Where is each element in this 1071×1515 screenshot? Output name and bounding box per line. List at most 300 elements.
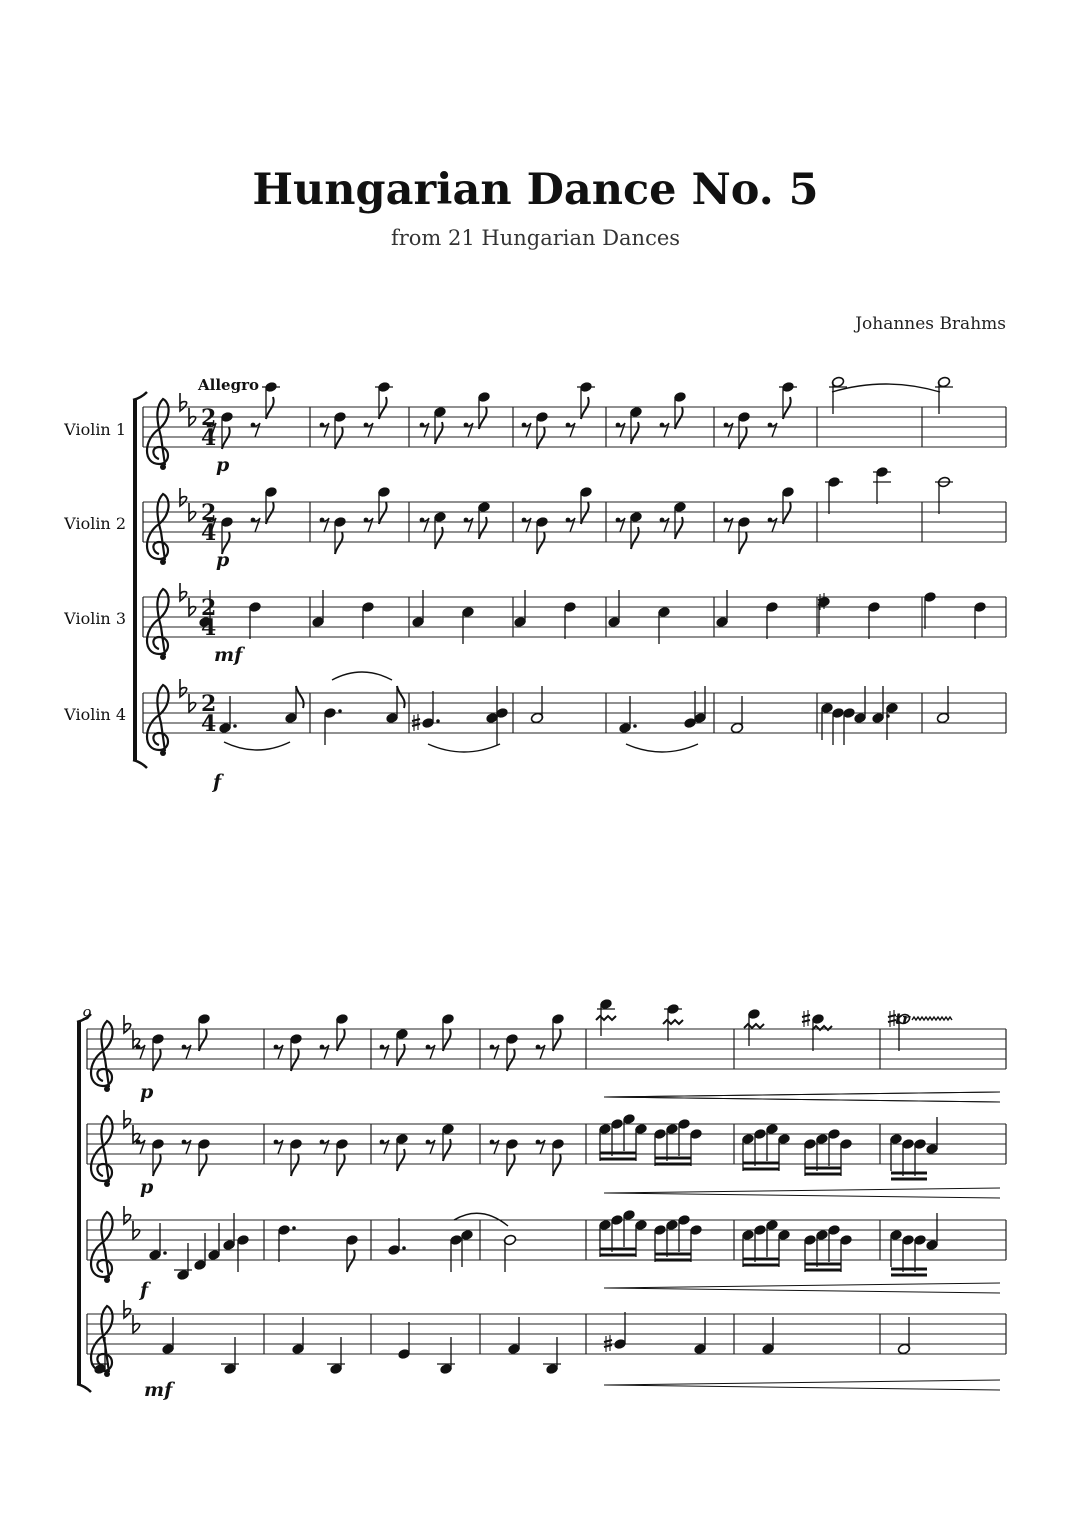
note xyxy=(827,1224,840,1262)
eighth-rest xyxy=(768,518,777,532)
eighth-rest xyxy=(426,1045,435,1059)
system-bracket-hook xyxy=(77,1014,91,1022)
eighth-rest xyxy=(320,518,329,532)
note xyxy=(535,516,548,554)
flag xyxy=(266,397,274,419)
note xyxy=(503,1234,516,1272)
note xyxy=(345,1234,358,1272)
note xyxy=(935,376,953,414)
sharp-stroke xyxy=(802,1015,810,1017)
time-signature-bottom: 4 xyxy=(201,425,217,451)
note xyxy=(973,601,986,639)
dynamic-marking: p xyxy=(140,1081,154,1103)
dynamic-marking: p xyxy=(216,549,230,571)
treble-clef-dot xyxy=(104,1371,110,1377)
time-signature-bottom: 4 xyxy=(201,520,217,546)
note xyxy=(221,1337,239,1375)
flat-sign xyxy=(124,1206,131,1224)
note xyxy=(505,1033,518,1071)
note xyxy=(622,1209,635,1247)
treble-clef-path xyxy=(147,494,169,560)
sharp-stroke xyxy=(802,1020,810,1022)
note xyxy=(441,1013,454,1051)
note xyxy=(236,1234,249,1272)
note xyxy=(311,590,324,628)
note xyxy=(262,381,280,419)
flag xyxy=(337,1029,345,1051)
note xyxy=(653,1128,666,1166)
note xyxy=(495,707,508,745)
note xyxy=(598,1123,611,1161)
treble-clef-path xyxy=(91,1116,113,1182)
note xyxy=(677,1214,690,1252)
flat-sign xyxy=(189,598,196,616)
note xyxy=(761,1317,774,1355)
note xyxy=(433,511,446,549)
eighth-rest xyxy=(182,1045,191,1059)
note xyxy=(248,601,261,639)
eighth-rest xyxy=(420,518,429,532)
time-signature-bottom: 4 xyxy=(201,711,217,737)
treble-clef-path xyxy=(91,1021,113,1087)
flag xyxy=(783,502,791,524)
augmentation-dot xyxy=(233,724,237,728)
note xyxy=(477,391,490,429)
eighth-rest xyxy=(274,1045,283,1059)
note xyxy=(842,707,855,745)
flag xyxy=(675,407,683,429)
note xyxy=(925,1117,938,1155)
sharp-stroke xyxy=(412,719,420,721)
note xyxy=(535,411,548,449)
note xyxy=(673,501,686,539)
crescendo-hairpin xyxy=(604,1380,1000,1385)
note xyxy=(613,1312,626,1350)
note xyxy=(161,1317,174,1355)
note xyxy=(563,601,576,639)
augmentation-dot xyxy=(292,1226,296,1230)
notation-marks xyxy=(91,376,1000,1390)
augmentation-dot xyxy=(633,724,637,728)
note xyxy=(207,1223,220,1261)
dynamic-marking: p xyxy=(140,1176,154,1198)
note xyxy=(913,1234,926,1272)
flag xyxy=(507,1154,515,1176)
note xyxy=(820,702,833,740)
note xyxy=(781,486,794,524)
note xyxy=(551,1138,564,1176)
eighth-rest xyxy=(320,1140,329,1154)
note xyxy=(741,1229,754,1267)
treble-clef-path xyxy=(147,399,169,465)
crescendo-hairpin xyxy=(604,1283,1000,1288)
notation-text xyxy=(138,405,911,1401)
note xyxy=(220,411,233,449)
note xyxy=(174,1243,192,1281)
note xyxy=(634,1219,647,1257)
flag xyxy=(222,427,230,449)
flag xyxy=(537,532,545,554)
note xyxy=(284,686,303,724)
note xyxy=(610,1214,623,1252)
flag xyxy=(199,1029,207,1051)
eighth-rest xyxy=(320,423,329,437)
note xyxy=(433,406,446,444)
eighth-rest xyxy=(274,1140,283,1154)
treble-clef-dot xyxy=(104,1086,110,1092)
flag xyxy=(443,1139,451,1161)
treble-clef-dot xyxy=(104,1277,110,1283)
instrument-label-violin-3: Violin 3 xyxy=(64,609,126,628)
note xyxy=(148,1223,166,1261)
note xyxy=(629,511,642,549)
note xyxy=(737,411,750,449)
flag xyxy=(537,427,545,449)
note xyxy=(629,406,642,444)
note xyxy=(598,1219,611,1257)
note xyxy=(885,702,898,740)
note xyxy=(505,1138,518,1176)
crescendo-hairpin xyxy=(604,1188,1000,1193)
flag xyxy=(266,502,274,524)
note xyxy=(925,1213,938,1251)
note xyxy=(361,601,374,639)
eighth-rest xyxy=(660,518,669,532)
note xyxy=(653,1224,666,1262)
note xyxy=(753,1224,766,1262)
eighth-rest xyxy=(182,1140,191,1154)
note xyxy=(693,1317,706,1355)
time-signature-bottom: 4 xyxy=(201,615,217,641)
note xyxy=(543,1337,561,1375)
note xyxy=(151,1033,164,1071)
note xyxy=(935,476,953,514)
sharp-stroke xyxy=(604,1340,612,1342)
flag xyxy=(443,1029,451,1051)
flag xyxy=(435,422,443,444)
treble-clef xyxy=(147,685,169,756)
instrument-label-violin-1: Violin 1 xyxy=(64,420,126,439)
flat-sign xyxy=(180,393,187,411)
flag xyxy=(397,1149,405,1171)
note xyxy=(460,1229,473,1267)
treble-clef-path xyxy=(91,1212,113,1278)
note xyxy=(222,1213,235,1251)
flag xyxy=(783,397,791,419)
note xyxy=(803,1234,816,1272)
note xyxy=(897,1317,910,1355)
note xyxy=(461,606,474,644)
treble-clef-dot xyxy=(160,654,166,660)
crescendo-hairpin xyxy=(604,1092,1000,1097)
flag xyxy=(553,1154,561,1176)
system-bracket-hook xyxy=(133,760,147,768)
note xyxy=(197,1138,210,1176)
flag xyxy=(337,1154,345,1176)
flag xyxy=(397,686,405,708)
note xyxy=(853,686,866,724)
slur xyxy=(332,672,392,680)
ornament-mordent xyxy=(744,1024,764,1028)
note xyxy=(936,686,949,724)
eighth-rest xyxy=(536,1045,545,1059)
note xyxy=(839,1138,852,1176)
flag xyxy=(739,427,747,449)
treble-clef-dot xyxy=(160,464,166,470)
note xyxy=(333,516,346,554)
instrument-label-violin-4: Violin 4 xyxy=(64,705,126,724)
eighth-rest xyxy=(616,518,625,532)
instrument-label-violin-2: Violin 2 xyxy=(64,514,126,533)
flat-sign xyxy=(133,1315,140,1333)
note xyxy=(737,516,750,554)
note xyxy=(803,1138,816,1176)
note xyxy=(618,696,636,734)
note xyxy=(437,1337,455,1375)
note xyxy=(513,590,526,628)
note xyxy=(765,601,778,639)
note xyxy=(477,501,490,539)
eighth-rest xyxy=(380,1045,389,1059)
flat-sign xyxy=(180,679,187,697)
flag xyxy=(153,1154,161,1176)
flat-sign xyxy=(189,503,196,521)
note xyxy=(741,1133,754,1171)
time-signature-top: 2 xyxy=(201,405,217,431)
note xyxy=(777,1133,790,1171)
note xyxy=(622,1113,635,1151)
note xyxy=(218,696,236,734)
treble-clef xyxy=(91,1021,113,1092)
note xyxy=(689,1128,702,1166)
trill-marking: tr xyxy=(895,1010,910,1028)
note xyxy=(289,1033,302,1071)
note xyxy=(291,1317,304,1355)
note xyxy=(765,1123,778,1161)
piece-subtitle: from 21 Hungarian Dances xyxy=(390,226,681,250)
flat-sign xyxy=(124,1015,131,1033)
note xyxy=(673,391,686,429)
augmentation-dot xyxy=(402,1246,406,1250)
note xyxy=(395,1028,408,1066)
note xyxy=(873,466,891,504)
dynamic-marking: f xyxy=(140,1279,149,1301)
note xyxy=(811,1013,824,1051)
note xyxy=(777,1229,790,1267)
eighth-rest xyxy=(566,423,575,437)
note xyxy=(385,686,404,724)
note xyxy=(579,486,592,524)
measure-number: 9 xyxy=(82,1006,92,1024)
flag xyxy=(675,517,683,539)
slur xyxy=(224,742,290,750)
note xyxy=(753,1128,766,1166)
treble-clef-path xyxy=(147,589,169,655)
note xyxy=(507,1317,520,1355)
eighth-rest xyxy=(616,423,625,437)
sharp-stroke xyxy=(412,724,420,726)
slur xyxy=(626,744,698,752)
note xyxy=(449,1234,462,1272)
note xyxy=(815,1133,828,1171)
crescendo-hairpin xyxy=(604,1193,1000,1198)
flag xyxy=(397,1044,405,1066)
note xyxy=(867,601,880,639)
flag xyxy=(479,407,487,429)
eighth-rest xyxy=(136,1045,145,1059)
note xyxy=(901,1234,914,1272)
flat-sign xyxy=(124,1110,131,1128)
dynamic-marking: mf xyxy=(214,644,243,666)
note xyxy=(607,590,620,628)
note xyxy=(889,1133,902,1171)
flag xyxy=(335,427,343,449)
flat-sign xyxy=(180,583,187,601)
flag xyxy=(379,397,387,419)
slur xyxy=(428,744,500,752)
eighth-rest xyxy=(768,423,777,437)
treble-clef xyxy=(91,1116,113,1187)
eighth-rest xyxy=(724,423,733,437)
note xyxy=(779,381,797,419)
flag xyxy=(291,1049,299,1071)
system-bracket-hook xyxy=(133,392,147,400)
slur xyxy=(832,384,940,392)
treble-clef xyxy=(147,399,169,470)
note xyxy=(923,591,936,629)
eighth-rest xyxy=(251,518,260,532)
note xyxy=(411,590,424,628)
tempo-marking: Allegro xyxy=(198,376,259,394)
note xyxy=(634,1123,647,1161)
note xyxy=(827,1128,840,1166)
eighth-rest xyxy=(660,423,669,437)
eighth-rest xyxy=(724,518,733,532)
note xyxy=(197,1013,210,1051)
treble-clef-path xyxy=(91,1306,113,1372)
eighth-rest xyxy=(464,518,473,532)
note xyxy=(913,1138,926,1176)
flag xyxy=(631,422,639,444)
note xyxy=(689,1224,702,1262)
flag xyxy=(296,686,304,708)
note xyxy=(829,376,847,414)
eighth-rest xyxy=(522,423,531,437)
flag xyxy=(479,517,487,539)
staff-lines xyxy=(77,392,1006,1392)
system-bracket-hook xyxy=(77,1384,91,1392)
piece-title: Hungarian Dance No. 5 xyxy=(252,165,819,215)
note xyxy=(551,1013,564,1051)
note xyxy=(815,1229,828,1267)
note xyxy=(289,1138,302,1176)
note xyxy=(395,1133,408,1171)
treble-clef xyxy=(147,589,169,660)
flag xyxy=(291,1154,299,1176)
eighth-rest xyxy=(420,423,429,437)
note xyxy=(333,411,346,449)
treble-clef xyxy=(91,1212,113,1283)
note xyxy=(264,486,277,524)
eighth-rest xyxy=(320,1045,329,1059)
note xyxy=(377,486,390,524)
flag xyxy=(739,532,747,554)
eighth-rest xyxy=(490,1045,499,1059)
note xyxy=(683,691,696,729)
flat-sign xyxy=(189,408,196,426)
eighth-rest xyxy=(464,423,473,437)
flag xyxy=(631,527,639,549)
flat-sign xyxy=(180,488,187,506)
note xyxy=(193,1233,206,1271)
dynamic-marking: mf xyxy=(144,1379,173,1401)
treble-clef-path xyxy=(147,685,169,751)
note xyxy=(825,476,843,514)
flag xyxy=(507,1049,515,1071)
eighth-rest xyxy=(522,518,531,532)
note xyxy=(765,1219,778,1257)
note xyxy=(665,1219,678,1257)
note xyxy=(335,1138,348,1176)
note xyxy=(530,686,543,724)
eighth-rest xyxy=(566,518,575,532)
eighth-rest xyxy=(364,423,373,437)
note xyxy=(397,1322,410,1360)
eighth-rest xyxy=(490,1140,499,1154)
eighth-rest xyxy=(380,1140,389,1154)
flag xyxy=(199,1154,207,1176)
note xyxy=(665,1123,678,1161)
treble-clef-dot xyxy=(104,1181,110,1187)
augmentation-dot xyxy=(163,1251,167,1255)
flat-sign xyxy=(133,1221,140,1239)
flag xyxy=(581,397,589,419)
note xyxy=(901,1138,914,1176)
augmentation-dot xyxy=(338,709,342,713)
time-signature-top: 2 xyxy=(201,691,217,717)
dynamic-marking: p xyxy=(216,454,230,476)
flat-sign xyxy=(189,694,196,712)
trill-wavy-line xyxy=(912,1017,952,1020)
flag xyxy=(347,1250,355,1272)
crescendo-hairpin xyxy=(604,1097,1000,1102)
flag xyxy=(553,1029,561,1051)
note xyxy=(715,590,728,628)
augmentation-dot xyxy=(436,719,440,723)
treble-clef xyxy=(147,494,169,565)
flag xyxy=(153,1049,161,1071)
eighth-rest xyxy=(426,1140,435,1154)
note xyxy=(151,1138,164,1176)
treble-clef-dot xyxy=(160,559,166,565)
note xyxy=(657,606,670,644)
treble-clef-dot xyxy=(160,750,166,756)
note xyxy=(677,1118,690,1156)
note xyxy=(441,1123,454,1161)
flag xyxy=(581,502,589,524)
flag xyxy=(335,532,343,554)
sharp-sign xyxy=(802,1010,810,1027)
note xyxy=(375,381,393,419)
note xyxy=(889,1229,902,1267)
ornament-mordent xyxy=(596,1016,616,1020)
sharp-stroke xyxy=(604,1345,612,1347)
eighth-rest xyxy=(364,518,373,532)
ornament-mordent xyxy=(663,1020,683,1024)
time-signature-top: 2 xyxy=(201,500,217,526)
time-signature-top: 2 xyxy=(201,595,217,621)
eighth-rest xyxy=(536,1140,545,1154)
